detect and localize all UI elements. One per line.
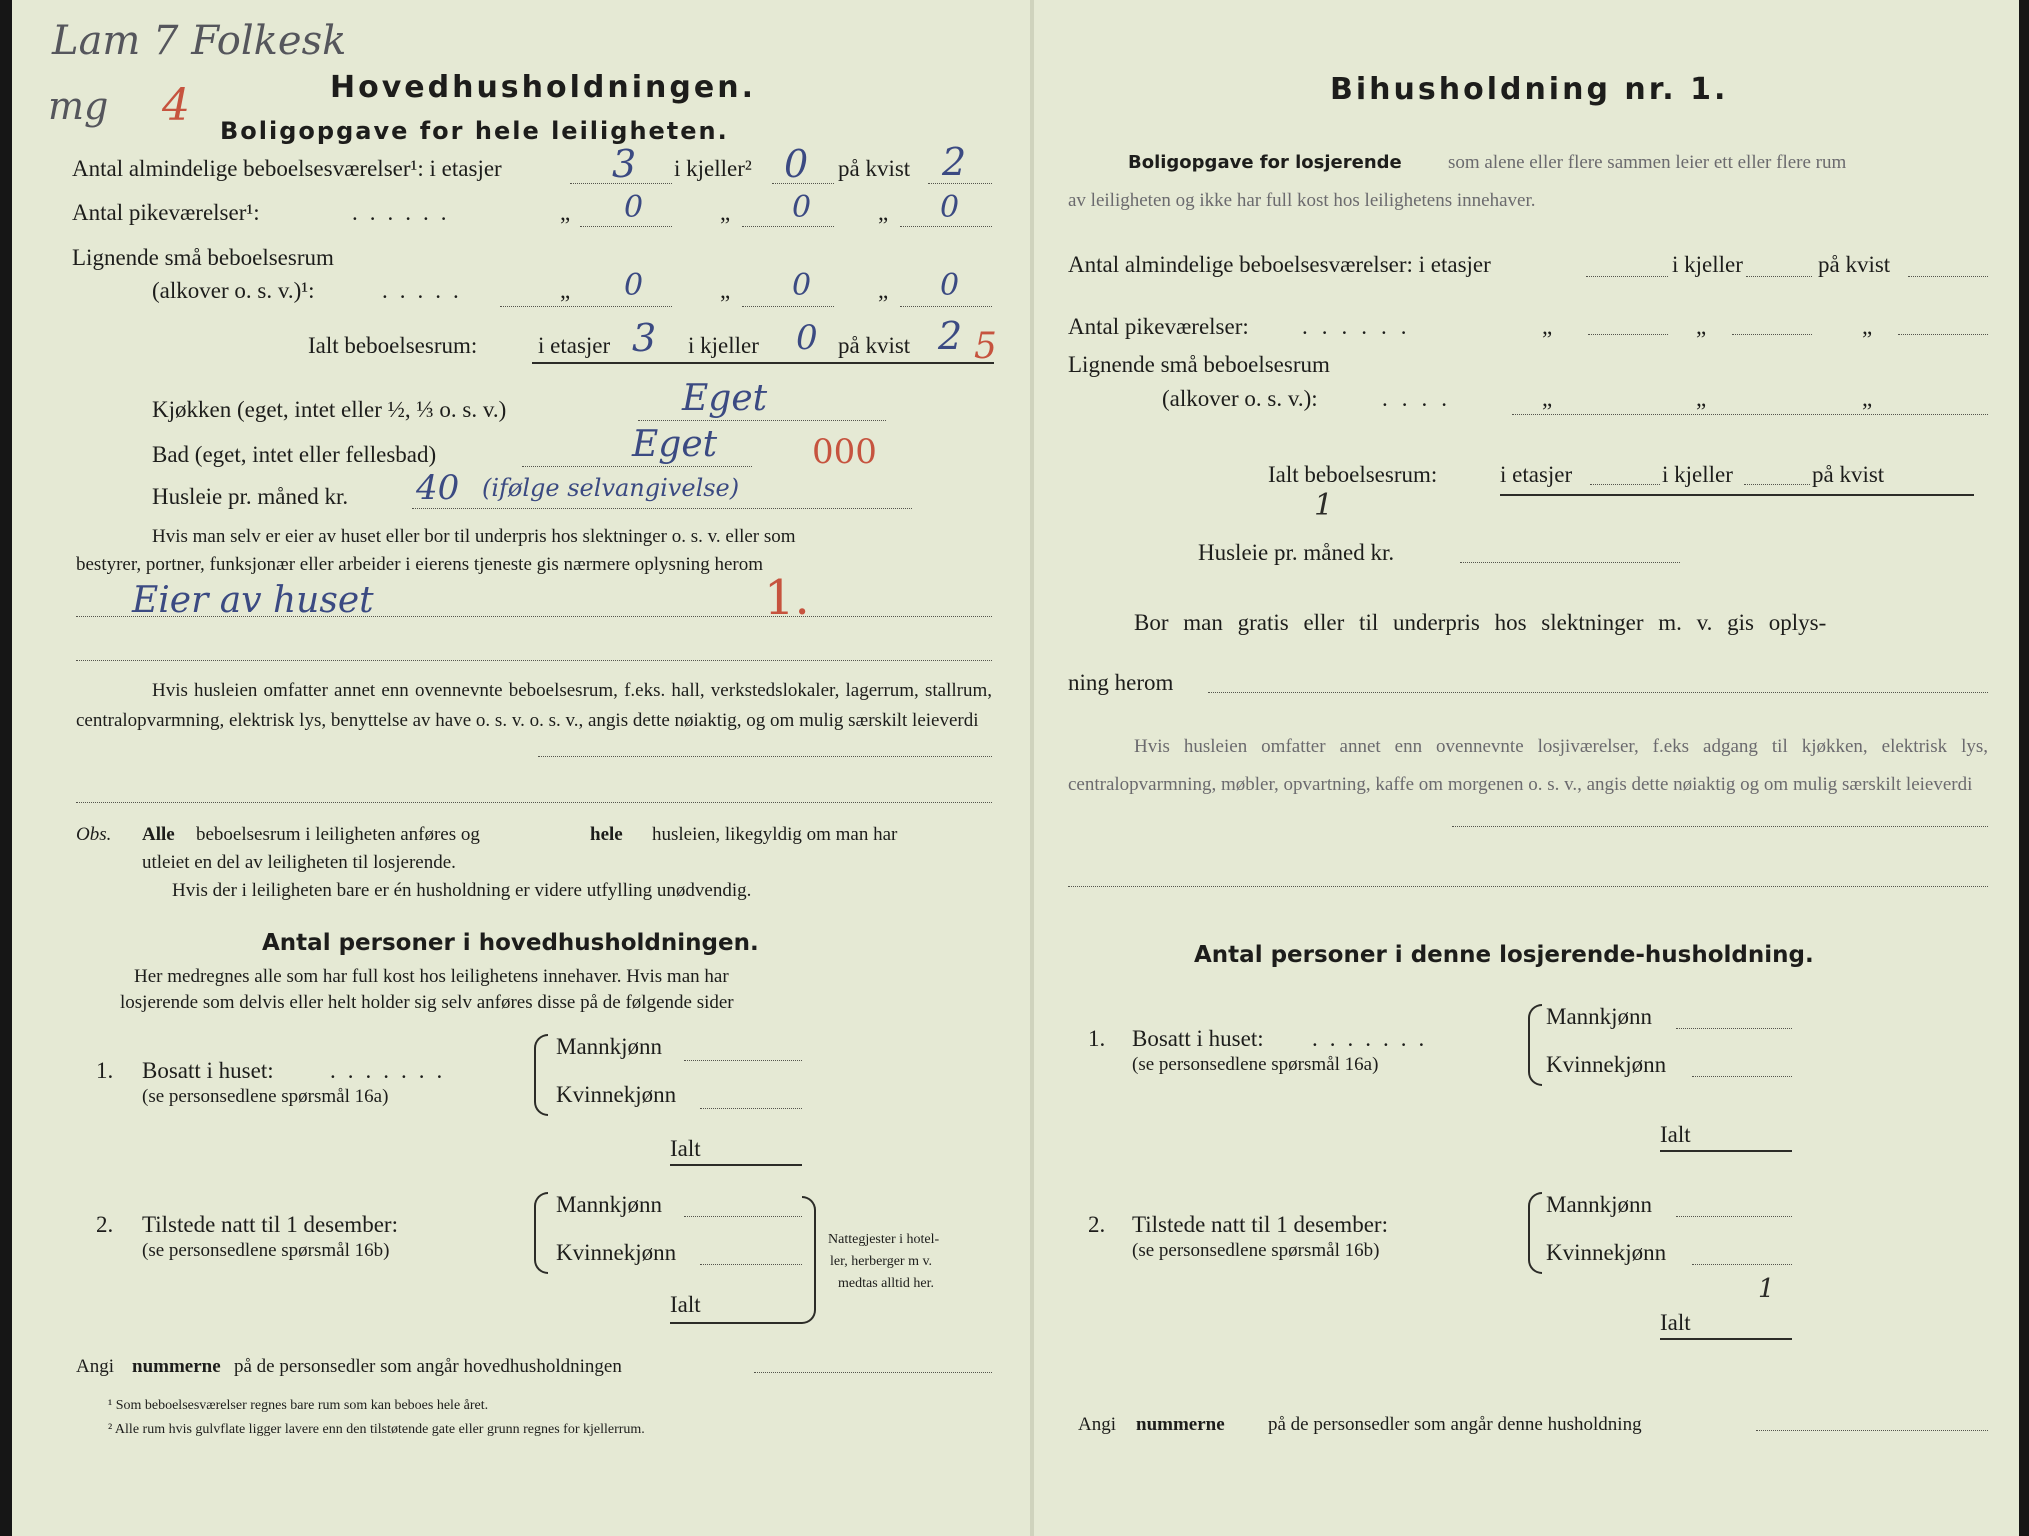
text-omfatter-right: Hvis husleien omfatter annet enn ovennevnte losjiværelser, f.eks adgang til kjøkken, elektrisk lys, centralopvarmning, møbler, opvartning, kaffe om morgenen o. s. v., angis dette nøiaktig og om mulig særskilt leieverdi	[1068, 736, 1988, 795]
field-pike-kjeller[interactable]	[742, 226, 834, 227]
ditto-mark: „	[720, 200, 731, 225]
red-correction-mark: 5	[974, 326, 997, 367]
label-kvinnekjonn: Kvinnekjønn	[556, 1240, 677, 1265]
field-pike-kjeller-right[interactable]	[1732, 334, 1812, 335]
pike-dots: ......	[352, 200, 459, 225]
field-q1-ialt[interactable]	[670, 1164, 802, 1166]
red-mark-eier: 1.	[764, 570, 810, 626]
field-omfatter-line2[interactable]	[76, 802, 992, 803]
angi-nummerne-right: nummerne	[1136, 1414, 1225, 1435]
value-kjokken: Eget	[682, 378, 768, 419]
text-eier-info-1: Hvis man selv er eier av huset eller bor til underpris hos slektninger o. s. v. eller som	[152, 526, 796, 547]
value-ialt-kvist: 2	[938, 314, 963, 358]
field-pike-kvist[interactable]	[900, 226, 992, 227]
label-paa-kvist: på kvist	[838, 156, 911, 181]
label-kvinnekjonn-right: Kvinnekjønn	[1546, 1240, 1667, 1265]
field-q1-mann[interactable]	[684, 1060, 802, 1061]
page-fold	[1030, 0, 1034, 1536]
ialt-underline	[532, 362, 994, 364]
label-kjokken: Kjøkken (eget, intet eller ½, ⅓ o. s. v.)	[152, 397, 507, 422]
label-pikevaerelser: Antal pikeværelser¹:	[72, 200, 260, 225]
ditto-mark: „	[1696, 314, 1707, 339]
label-mannkjonn-right: Mannkjønn	[1546, 1004, 1653, 1029]
q1-number: 1.	[96, 1058, 114, 1083]
angi-post-right: på de personsedler som angår denne husholdning	[1268, 1414, 1642, 1435]
ditto-mark: „	[720, 278, 731, 303]
label-ialt-beboelsesrum: Ialt beboelsesrum:	[308, 333, 478, 358]
field-q2-ialt-right[interactable]	[1660, 1338, 1792, 1340]
value-lign-kjeller: 0	[792, 268, 812, 303]
q1-label: Bosatt i huset:	[142, 1058, 274, 1083]
field-husleie[interactable]	[412, 508, 912, 509]
intro-bold: Boligopgave for losjerende	[1128, 152, 1402, 173]
label-paa-kvist-right: på kvist	[1818, 252, 1891, 277]
label-ialt-right-q2: Ialt	[1660, 1310, 1691, 1335]
nattegjester-note-1: Nattegjester i hotel-	[828, 1232, 940, 1247]
label-mannkjonn: Mannkjønn	[556, 1034, 663, 1059]
census-form-sheet	[12, 0, 2019, 1536]
text-omfatter: Hvis husleien omfatter annet enn ovennevnte beboelsesrum, f.eks. hall, verkstedslokaler, lagerrum, stallrum, centralopvarmning, elektrisk lys, benyttelse av have o. s. v. o. s. v., angis dette nøiaktig, og om mulig særskilt leieverdi	[76, 680, 992, 731]
field-alm-etasjer-right[interactable]	[1586, 276, 1668, 277]
label-bad: Bad (eget, intet eller fellesbad)	[152, 442, 437, 467]
value-ialt-kjeller: 0	[796, 318, 818, 358]
label-husleie: Husleie pr. måned kr.	[152, 484, 349, 509]
label-ialt: Ialt	[670, 1292, 701, 1317]
label-pike-right: Antal pikeværelser:	[1068, 314, 1249, 339]
q1-brace-right	[1528, 1004, 1542, 1086]
q2-sub: (se personsedlene spørsmål 16b)	[142, 1240, 390, 1261]
ditto-mark: „	[1696, 386, 1707, 411]
ditto-mark: „	[878, 200, 889, 225]
q1-number-right: 1.	[1088, 1026, 1106, 1051]
field-alm-kvist-right[interactable]	[1908, 276, 1988, 277]
field-kjokken[interactable]	[638, 420, 886, 421]
field-lign-kvist[interactable]	[900, 306, 992, 307]
field-q1-kvinne[interactable]	[700, 1108, 802, 1109]
field-pike-kvist-right[interactable]	[1898, 334, 1988, 335]
q1-label-right: Bosatt i huset:	[1132, 1026, 1264, 1051]
value-pike-kjeller: 0	[792, 190, 812, 225]
handwritten-red-number: 4	[162, 80, 190, 131]
label-ialt: Ialt	[670, 1136, 701, 1161]
q1-brace	[534, 1034, 548, 1116]
footnote-1: ¹ Som beboelsesværelser regnes bare rum som kan beboes hele året.	[108, 1398, 489, 1413]
value-lign-kvist: 0	[940, 268, 960, 303]
obs-label: Obs.	[76, 824, 112, 845]
handwritten-address: Lam 7 Folkesk	[52, 18, 347, 64]
field-bad[interactable]	[522, 466, 752, 467]
subtitle-boligopgave: Boligopgave for hele leiligheten.	[220, 117, 729, 145]
field-q2-kvinne[interactable]	[700, 1264, 802, 1265]
q2-label-right: Tilstede natt til 1 desember:	[1132, 1212, 1388, 1237]
value-pike-etasjer: 0	[624, 190, 644, 225]
field-q2-mann-right[interactable]	[1676, 1216, 1792, 1217]
q2-sub-right: (se personsedlene spørsmål 16b)	[1132, 1240, 1380, 1261]
label-kvinnekjonn: Kvinnekjønn	[556, 1082, 677, 1107]
label-mannkjonn: Mannkjønn	[556, 1192, 663, 1217]
pencil-mark-right: 1	[1314, 488, 1334, 523]
text-bor-gratis-2: ning herom	[1068, 670, 1174, 695]
page-title-bihusholdning: Bihusholdning nr. 1.	[1330, 72, 1729, 107]
field-q1-ialt-right[interactable]	[1660, 1150, 1792, 1152]
field-omfatter[interactable]	[538, 756, 992, 757]
angi-pre-left: Angi	[76, 1356, 114, 1377]
nattegjester-note-2: ler, herberger m v.	[830, 1254, 933, 1269]
field-angi-nummer-right[interactable]	[1756, 1430, 1988, 1431]
ditto-mark: „	[1862, 314, 1873, 339]
field-alm-kjeller-right[interactable]	[1746, 276, 1812, 277]
field-pike-etasjer-right[interactable]	[1588, 334, 1668, 335]
label-ialt-kvist: på kvist	[838, 333, 911, 358]
angi-nummerne-left: nummerne	[132, 1356, 221, 1377]
value-husleie: 40	[416, 468, 460, 508]
label-ialt-kjeller-right: i kjeller	[1662, 462, 1733, 487]
ditto-mark: „	[878, 278, 889, 303]
label-ialt-etasjer-right: i etasjer	[1500, 462, 1573, 487]
value-lign-etasjer: 0	[624, 268, 644, 303]
angi-post-left: på de personsedler som angår hovedhusholdningen	[234, 1356, 622, 1377]
q1-dots-right: .......	[1312, 1026, 1437, 1051]
label-lignende-rum: Lignende små beboelsesrum	[72, 245, 334, 270]
text-bor-gratis-1: Bor man gratis eller til underpris hos slektninger m. v. gis oplys-	[1134, 610, 1827, 635]
label-i-kjeller: i kjeller²	[674, 156, 752, 181]
persons-text-1: Her medregnes alle som har full kost hos leilighetens innehaver. Hvis man har	[134, 966, 729, 987]
q2-brace-right	[1528, 1192, 1542, 1274]
field-husleie-right[interactable]	[1460, 562, 1680, 563]
q2-label: Tilstede natt til 1 desember:	[142, 1212, 398, 1237]
intro-text-2: av leiligheten og ikke har full kost hos leilighetens innehaver.	[1068, 190, 1536, 211]
label-mannkjonn-right: Mannkjønn	[1546, 1192, 1653, 1217]
q2-right-brace	[802, 1196, 816, 1324]
angi-pre-right: Angi	[1078, 1414, 1116, 1435]
label-alm-right: Antal almindelige beboelsesværelser: i etasjer	[1068, 252, 1491, 277]
label-alm-beboelsesvaerelser: Antal almindelige beboelsesværelser¹: i etasjer	[72, 156, 502, 181]
field-q2-ialt[interactable]	[670, 1322, 802, 1324]
field-ialt-kjeller-right[interactable]	[1744, 484, 1810, 485]
value-alm-kjeller: 0	[784, 142, 809, 186]
q2-brace	[534, 1192, 548, 1274]
q2-number-right: 2.	[1088, 1212, 1106, 1237]
persons-text-2: losjerende som delvis eller helt holder sig selv anføres disse på de følgende sider	[120, 992, 734, 1013]
field-q1-kvinne-right[interactable]	[1692, 1076, 1792, 1077]
value-bad: Eget	[632, 424, 718, 465]
field-lign-etasjer[interactable]	[500, 306, 672, 307]
value-ialt-etasjer: 3	[632, 316, 657, 360]
nattegjester-note-3: medtas alltid her.	[838, 1276, 935, 1291]
lign-dots-right: ....	[1382, 386, 1461, 411]
field-q2-mann[interactable]	[684, 1216, 802, 1217]
persons-title-left: Antal personer i hovedhusholdningen.	[262, 930, 759, 956]
label-lignende-right: Lignende små beboelsesrum	[1068, 352, 1330, 377]
field-eier-info-line2[interactable]	[76, 660, 992, 661]
q2-number: 2.	[96, 1212, 114, 1237]
obs-text-1: beboelsesrum i leiligheten anføres og	[196, 824, 480, 845]
field-omfatter-right-line2[interactable]	[1068, 886, 1988, 887]
field-lign-kjeller[interactable]	[742, 306, 834, 307]
field-omfatter-right[interactable]	[1452, 826, 1988, 827]
field-pike-etasjer[interactable]	[580, 226, 672, 227]
label-i-kjeller-right: i kjeller	[1672, 252, 1743, 277]
ditto-mark: „	[1542, 314, 1553, 339]
pike-dots-right: ......	[1302, 314, 1421, 339]
handwritten-code: mg	[48, 84, 109, 128]
obs-text-4: Hvis der i leiligheten bare er én husholdning er videre utfylling unødvendig.	[172, 880, 752, 901]
q1-dots: .......	[330, 1058, 455, 1083]
field-q1-mann-right[interactable]	[1676, 1028, 1792, 1029]
persons-title-right: Antal personer i denne losjerende-husholdning.	[1194, 942, 1814, 968]
value-alm-kvist: 2	[942, 140, 967, 184]
value-husleie-note: (ifølge selvangivelse)	[482, 474, 740, 502]
q2-ialt-mark-right: 1	[1758, 1274, 1775, 1304]
label-kvinnekjonn-right: Kvinnekjønn	[1546, 1052, 1667, 1077]
field-lign-right[interactable]	[1512, 414, 1988, 415]
ialt-underline-right	[1500, 494, 1974, 496]
field-bor-gratis[interactable]	[1208, 692, 1988, 693]
obs-hele: hele	[590, 824, 623, 845]
ditto-mark: „	[560, 278, 571, 303]
obs-alle: Alle	[142, 824, 175, 845]
intro-text-1: som alene eller flere sammen leier ett eller flere rum	[1448, 152, 1847, 173]
label-ialt-etasjer: i etasjer	[538, 333, 611, 358]
label-ialt-right-q1: Ialt	[1660, 1122, 1691, 1147]
ditto-mark: „	[1542, 386, 1553, 411]
obs-text-2: husleien, likegyldig om man har	[652, 824, 898, 845]
value-eier-info: Eier av huset	[132, 580, 374, 621]
q1-sub-right: (se personsedlene spørsmål 16a)	[1132, 1054, 1379, 1075]
obs-text-3: utleiet en del av leiligheten til losjerende.	[142, 852, 456, 873]
label-ialt-kjeller: i kjeller	[688, 333, 759, 358]
lign-dots: .....	[382, 278, 471, 303]
footnote-2: ² Alle rum hvis gulvflate ligger lavere enn den tilstøtende gate eller grunn regnes for kjellerrum.	[108, 1422, 645, 1437]
field-ialt-etasjer-right[interactable]	[1590, 484, 1660, 485]
q1-sub: (se personsedlene spørsmål 16a)	[142, 1086, 389, 1107]
value-alm-etasjer: 3	[612, 142, 637, 186]
label-husleie-right: Husleie pr. måned kr.	[1198, 540, 1395, 565]
text-eier-info-2: bestyrer, portner, funksjonær eller arbeider i eierens tjeneste gis nærmere oplysning herom	[76, 554, 764, 575]
label-ialt-kvist-right: på kvist	[1812, 462, 1885, 487]
label-alkover: (alkover o. s. v.)¹:	[152, 278, 315, 303]
label-alkover-right: (alkover o. s. v.):	[1162, 386, 1318, 411]
field-q2-kvinne-right[interactable]	[1692, 1264, 1792, 1265]
red-note-bad: 000	[812, 432, 877, 472]
ditto-mark: „	[560, 200, 571, 225]
value-pike-kvist: 0	[940, 190, 960, 225]
label-ialt-right: Ialt beboelsesrum:	[1268, 462, 1438, 487]
field-angi-nummer-left[interactable]	[754, 1372, 992, 1373]
page-title-hovedhusholdningen: Hovedhusholdningen.	[330, 70, 756, 105]
ditto-mark: „	[1862, 386, 1873, 411]
